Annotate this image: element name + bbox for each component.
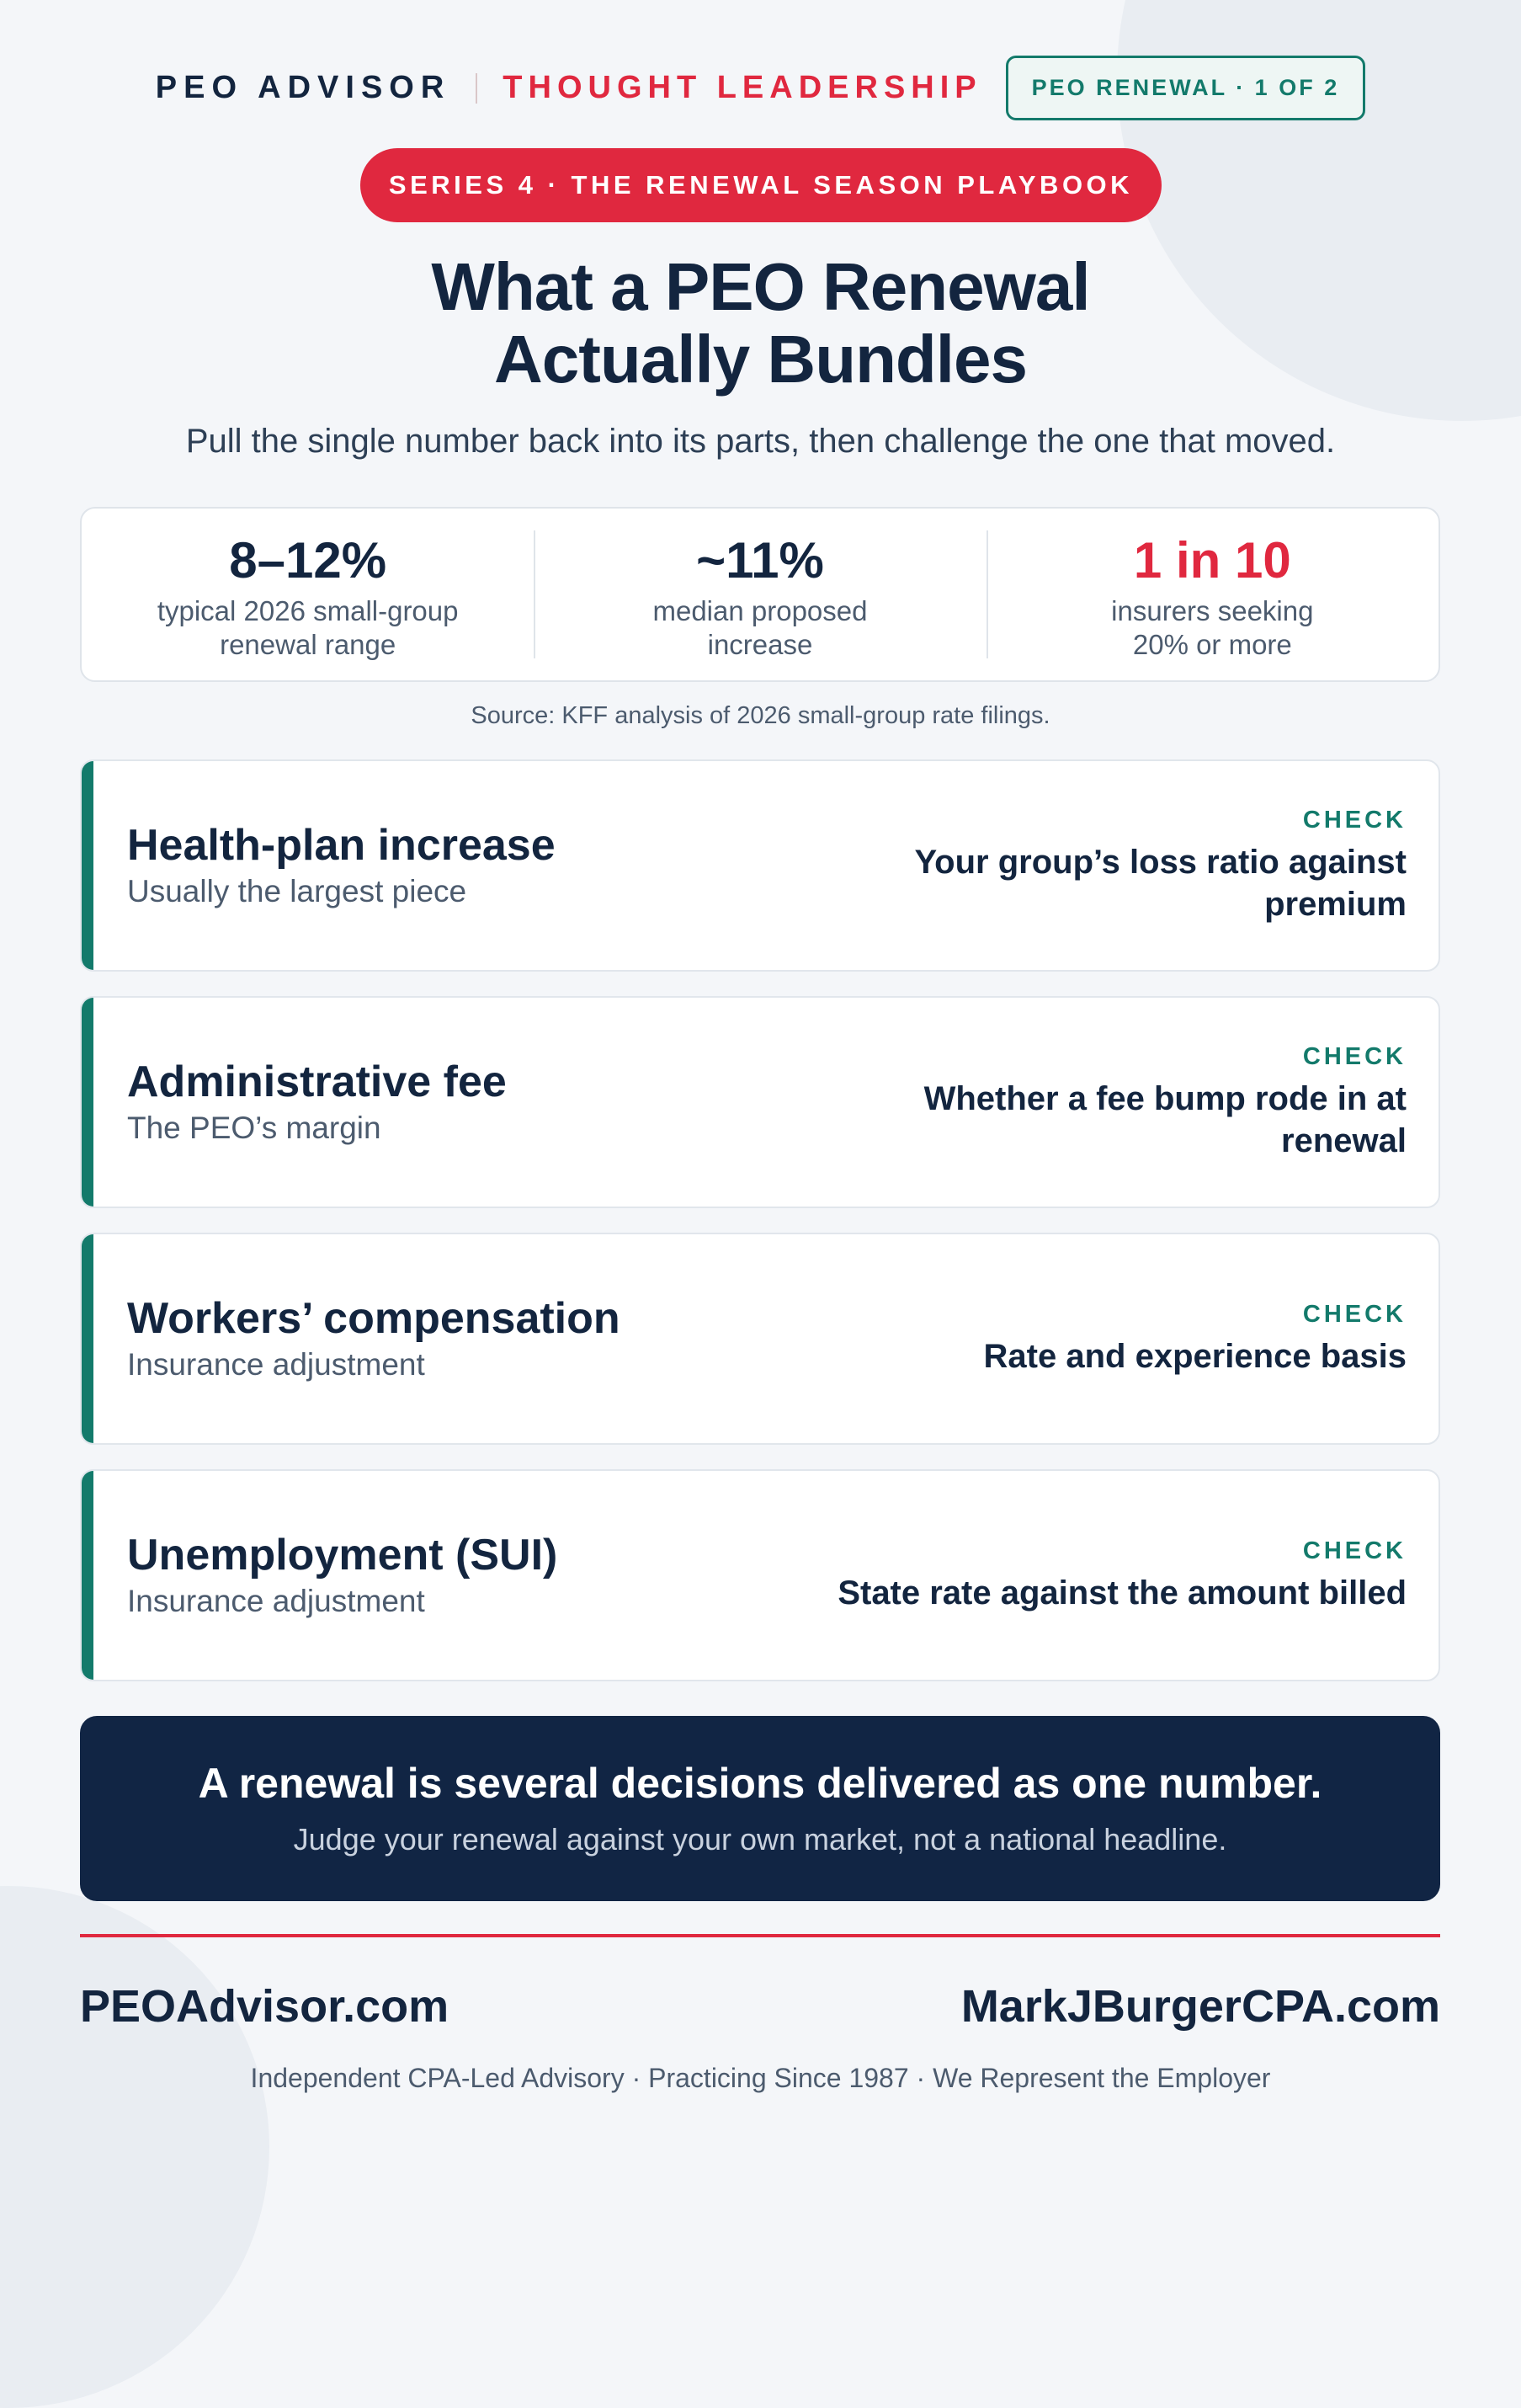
card-check	[834, 1234, 1407, 1443]
stat-desc-line: insurers seeking	[1111, 595, 1314, 626]
title-line-1: What a PEO Renewal	[431, 249, 1090, 324]
key-takeaway-callout	[80, 1716, 1440, 1901]
check-label: CHECK	[1302, 1300, 1407, 1328]
title-line-2: Actually Bundles	[493, 322, 1028, 397]
card-left	[127, 998, 507, 1207]
card-admin-fee	[80, 996, 1440, 1208]
source-note: Source: KFF analysis of 2026 small-group rate filings.	[471, 702, 1050, 729]
check-label: CHECK	[1302, 1537, 1407, 1564]
card-unemployment	[80, 1469, 1440, 1681]
stat-value: ~11%	[696, 532, 824, 589]
section-label: THOUGHT LEADERSHIP	[503, 70, 982, 105]
card-accent-bar	[82, 1471, 93, 1680]
page-subtitle: Pull the single number back into its parts, then challenge the one that moved.	[185, 423, 1336, 460]
card-check	[834, 761, 1407, 970]
card-accent-bar	[82, 761, 93, 970]
stat-desc-line: renewal range	[220, 629, 396, 660]
card-subtitle: Insurance adjustment	[127, 1347, 425, 1382]
stat-desc-line: median proposed	[652, 595, 868, 626]
card-accent-bar	[82, 1234, 93, 1443]
check-text: Whether a fee bump rode in at renewal	[923, 1079, 1407, 1159]
card-title: Workers’ compensation	[127, 1294, 620, 1343]
footer-site-left[interactable]: PEOAdvisor.com	[80, 1981, 449, 2032]
stat-description	[987, 594, 1439, 662]
card-health-plan	[80, 759, 1440, 972]
stat-description	[82, 594, 534, 662]
check-text: Rate and experience basis	[983, 1337, 1407, 1375]
stat-desc-line: increase	[707, 629, 813, 660]
card-left	[127, 1471, 557, 1680]
card-subtitle: The PEO’s margin	[127, 1111, 381, 1145]
stat-desc-line: 20% or more	[1132, 629, 1292, 660]
card-title: Unemployment (SUI)	[127, 1531, 558, 1580]
edition-badge: PEO RENEWAL · 1 OF 2	[1006, 56, 1366, 120]
card-accent-bar	[82, 998, 93, 1207]
check-label: CHECK	[1302, 1042, 1407, 1070]
card-check	[834, 1471, 1407, 1680]
card-title: Administrative fee	[127, 1057, 507, 1106]
stat-median-increase	[534, 509, 986, 680]
card-subtitle: Usually the largest piece	[127, 874, 467, 908]
card-workers-comp	[80, 1233, 1440, 1445]
card-check	[834, 998, 1407, 1207]
page-title	[0, 251, 1521, 396]
brand-name: PEO ADVISOR	[155, 70, 451, 105]
check-text: State rate against the amount billed	[838, 1574, 1407, 1612]
card-left	[127, 761, 556, 970]
stat-description	[534, 594, 986, 662]
card-title: Health-plan increase	[127, 821, 556, 870]
header-divider	[476, 73, 477, 104]
card-subtitle: Insurance adjustment	[127, 1584, 425, 1618]
footer-tagline: Independent CPA-Led Advisory · Practicing Since 1987 · We Represent the Employer	[250, 2063, 1271, 2093]
check-label: CHECK	[1302, 806, 1407, 834]
stat-renewal-range	[82, 509, 534, 680]
stat-desc-line: typical 2026 small-group	[157, 595, 459, 626]
header	[0, 56, 1521, 120]
stat-value: 1 in 10	[1133, 532, 1291, 589]
footer-site-right[interactable]: MarkJBurgerCPA.com	[960, 1981, 1440, 2032]
card-left	[127, 1234, 620, 1443]
series-pill: SERIES 4 · THE RENEWAL SEASON PLAYBOOK	[360, 148, 1162, 222]
callout-subtext: Judge your renewal against your own market, not a national headline.	[293, 1822, 1227, 1857]
check-text: Your group’s loss ratio against premium	[914, 843, 1407, 923]
callout-headline: A renewal is several decisions delivered as one number.	[198, 1760, 1322, 1807]
stat-value: 8–12%	[229, 532, 387, 589]
stat-insurers-seeking	[987, 509, 1439, 680]
stats-panel	[80, 507, 1440, 682]
footer-divider	[80, 1934, 1440, 1937]
decorative-circle-bottom-left	[0, 1886, 269, 2408]
